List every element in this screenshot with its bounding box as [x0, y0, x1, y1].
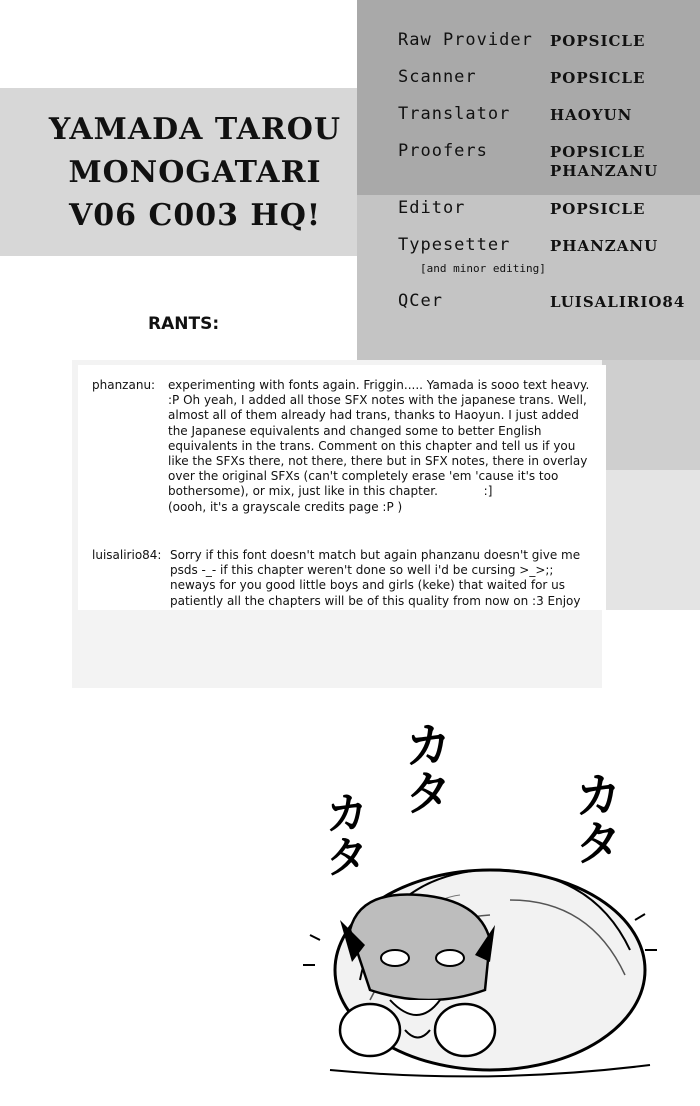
- credit-role: Proofers: [398, 141, 488, 161]
- sfx-katakana: カタ: [317, 790, 368, 878]
- credit-name: PHANZANU: [550, 162, 659, 180]
- chapter-title: V06 C003 HQ!: [68, 198, 322, 233]
- credit-name: LUISALIRIO84: [550, 293, 686, 311]
- credit-name: POPSICLE: [550, 32, 646, 50]
- rant-text: experimenting with fonts again. Friggin..... Yamada is sooo text heavy. :P Oh yeah, I added all those SFX notes with the japanese trans. Well, almost all of them already had trans, thanks to Haoyun. I just added the Japanese equivalents and changed some to better English equivalents in the trans. Comment on this chapter and tell us if you like the SFXs there, not there, there but in SFX notes, there in overlay over the original SFXs (can't completely erase 'em 'cause it's too bothersome), or mix, just like in this chapter. :] (oooh, it's a grayscale credits page :P ): [168, 378, 594, 514]
- series-title-line2: MONOGATARI: [68, 155, 322, 190]
- rants-heading: RANTS:: [148, 314, 220, 334]
- credit-name: PHANZANU: [550, 237, 659, 255]
- series-title-line1: YAMADA TAROU: [48, 112, 342, 147]
- credit-role: Editor: [398, 198, 466, 218]
- background-band: [600, 360, 700, 470]
- sfx-katakana: カタ: [396, 720, 452, 816]
- credit-role: Raw Provider: [398, 30, 533, 50]
- rant-author: luisalirio84:: [92, 548, 162, 562]
- credit-role: Translator: [398, 104, 511, 124]
- background-band: [0, 0, 357, 88]
- credits-band-lower: [357, 195, 700, 360]
- rant-author: phanzanu:: [92, 378, 156, 392]
- credit-role: Typesetter: [398, 235, 511, 255]
- credit-role: QCer: [398, 291, 443, 311]
- credit-name: POPSICLE: [550, 69, 646, 87]
- credit-name: POPSICLE: [550, 143, 646, 161]
- rant-text: Sorry if this font doesn't match but again phanzanu doesn't give me psds -_- if this chapter weren't done so well i'd be cursing >_>;; neways for you good little boys and girls (keke) that waited for us patiently all the chapters will be of this quality from now on :3 Enjoy: [170, 548, 581, 608]
- credit-name: HAOYUN: [550, 106, 633, 124]
- manga-illustration: [290, 700, 670, 1100]
- credit-note: [and minor editing]: [420, 262, 546, 275]
- credit-name: POPSICLE: [550, 200, 646, 218]
- creature-drawing: [290, 700, 670, 1100]
- credit-role: Scanner: [398, 67, 477, 87]
- background-band: [600, 470, 700, 610]
- sfx-katakana: カタ: [566, 770, 622, 866]
